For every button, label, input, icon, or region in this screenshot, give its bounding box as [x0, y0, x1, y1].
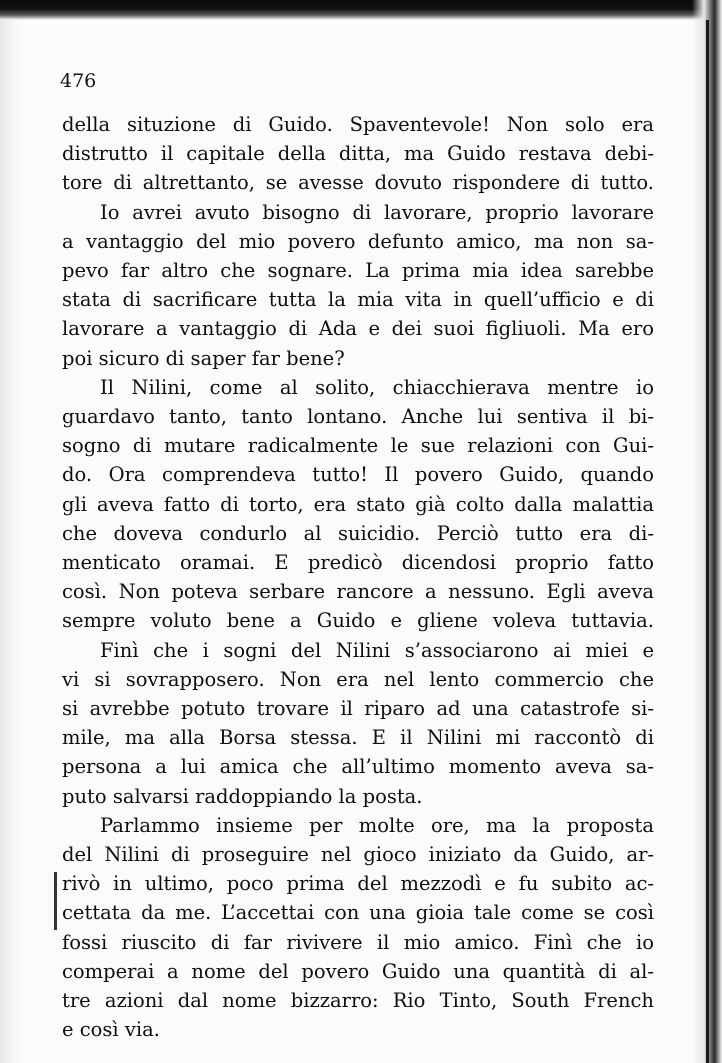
text-line: Parlammo insieme per molte ore, ma la proposta [100, 813, 654, 837]
paragraph [62, 110, 654, 198]
paragraph [62, 198, 654, 373]
text-line: che doveva condurlo al suicidio. Perciò tutto era di- [62, 521, 654, 545]
text-line: così. Non poteva serbare rancore a nessuno. Egli aveva [62, 580, 654, 604]
page-number: 476 [60, 70, 97, 92]
text-line: Io avrei avuto bisogno di lavorare, proprio lavorare [100, 200, 654, 224]
text-line: distrutto il capitale della ditta, ma Guido restava debi- [62, 142, 654, 166]
text-line: della situzione di Guido. Spaventevole! Non solo era [62, 113, 654, 136]
scan-top-shadow [0, 0, 722, 20]
paragraph [62, 636, 654, 811]
text-line: del Nilini di proseguire nel gioco iniziato da Guido, ar- [62, 843, 654, 867]
text-line: sempre voluto bene a Guido e gliene voleva tuttavia. [62, 609, 654, 633]
text-line: poi sicuro di saper far bene? [62, 346, 345, 370]
text-line: comperai a nome del povero Guido una quantità di al- [62, 959, 654, 983]
text-line: tre azioni dal nome bizzarro: Rio Tinto, South French [62, 989, 654, 1013]
page-edge-line [706, 20, 709, 1063]
text-line: guardavo tanto, tanto lontano. Anche lui sentiva il bi- [62, 405, 654, 429]
text-line: a vantaggio del mio povero defunto amico, ma non sa- [62, 229, 654, 253]
paragraph [62, 373, 654, 636]
text-line: e così via. [62, 1018, 160, 1042]
text-line: fossi riuscito di far rivivere il mio amico. Finì che io [62, 930, 654, 954]
paragraph [62, 811, 654, 1045]
text-line: Il Nilini, come al solito, chiacchierava mentre io [100, 375, 654, 399]
margin-mark [54, 872, 57, 930]
text-line: tore di altrettanto, se avesse dovuto rispondere di tutto. [62, 171, 654, 195]
text-line: Finì che i sogni del Nilini s’associarono ai miei e [100, 638, 654, 662]
text-line: stata di sacrificare tutta la mia vita in quell’ufficio e di [62, 288, 654, 312]
text-line: sogno di mutare radicalmente le sue relazioni con Gui- [62, 434, 654, 458]
text-line: do. Ora comprendeva tutto! Il povero Guido, quando [62, 463, 654, 487]
text-line: persona a lui amica che all’ultimo momento aveva sa- [62, 755, 654, 779]
text-line: lavorare a vantaggio di Ada e dei suoi figliuoli. Ma ero [62, 317, 654, 341]
page-body-text [62, 110, 654, 1045]
page-binding-shadow [0, 20, 18, 1063]
text-line: cettata da me. L’accettai con una gioia tale come se così [62, 901, 654, 925]
text-line: pevo far altro che sognare. La prima mia idea sarebbe [62, 259, 654, 283]
text-line: puto salvarsi raddoppiando la posta. [62, 784, 423, 808]
text-line: si avrebbe potuto trovare il riparo ad una catastrofe si- [62, 697, 654, 721]
text-line: menticato oramai. E predicò dicendosi proprio fatto [62, 551, 654, 575]
text-line: gli aveva fatto di torto, era stato già colto dalla malattia [62, 492, 654, 516]
text-line: mile, ma alla Borsa stessa. E il Nilini mi raccontò di [62, 726, 654, 750]
text-line: rivò in ultimo, poco prima del mezzodì e fu subito ac- [62, 872, 654, 896]
text-line: vi si sovrapposero. Non era nel lento commercio che [62, 667, 654, 691]
